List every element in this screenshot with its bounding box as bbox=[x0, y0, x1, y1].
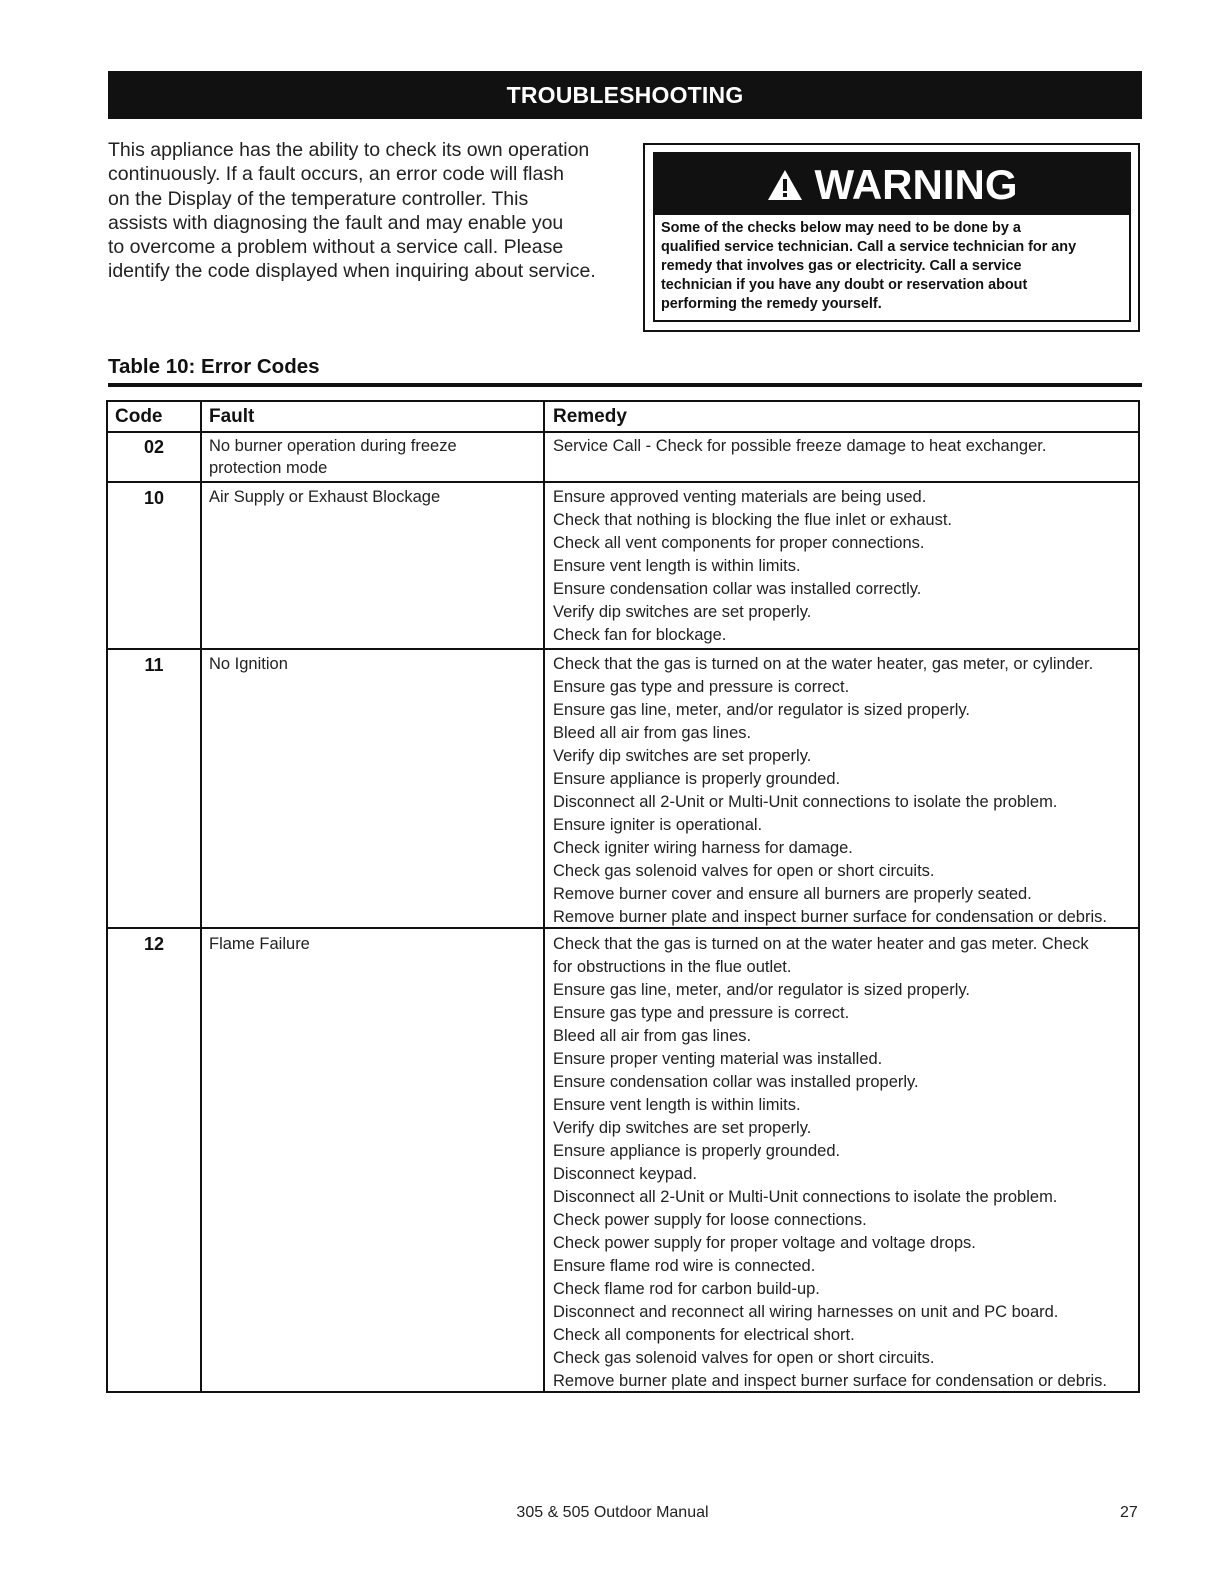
footer-title: 305 & 505 Outdoor Manual bbox=[516, 1504, 709, 1521]
fault-cell bbox=[209, 933, 539, 955]
remedy-line: Ensure vent length is within limits. bbox=[553, 1096, 801, 1114]
intro-line: identify the code displayed when inquiring about service. bbox=[108, 260, 596, 283]
warning-line: remedy that involves gas or electricity. Call a service bbox=[661, 258, 1022, 274]
row-divider bbox=[106, 481, 1140, 483]
code-cell: 02 bbox=[143, 437, 165, 457]
table-title-rule bbox=[108, 383, 1142, 387]
remedy-line: Ensure gas line, meter, and/or regulator is sized properly. bbox=[553, 701, 970, 719]
remedy-line: Disconnect all 2-Unit or Multi-Unit connections to isolate the problem. bbox=[553, 793, 1058, 811]
code-cell: 12 bbox=[143, 934, 165, 954]
table-title: Table 10: Error Codes bbox=[108, 355, 320, 378]
remedy-line: Bleed all air from gas lines. bbox=[553, 1027, 752, 1045]
intro-line: assists with diagnosing the fault and may enable you bbox=[108, 211, 564, 234]
fault-cell bbox=[209, 486, 539, 508]
remedy-line: Check that the gas is turned on at the water heater and gas meter. Check bbox=[553, 935, 1089, 953]
fault-line: No burner operation during freeze bbox=[209, 437, 457, 455]
remedy-line: Verify dip switches are set properly. bbox=[553, 603, 812, 621]
section-title: TROUBLESHOOTING bbox=[506, 81, 744, 108]
remedy-line: for obstructions in the flue outlet. bbox=[553, 958, 792, 976]
remedy-line: Remove burner plate and inspect burner surface for condensation or debris. bbox=[553, 908, 1107, 926]
error-codes-table bbox=[106, 400, 1140, 1393]
remedy-line: Ensure gas type and pressure is correct. bbox=[553, 678, 850, 696]
remedy-line: Check that the gas is turned on at the water heater, gas meter, or cylinder. bbox=[553, 655, 1094, 673]
remedy-line: Check gas solenoid valves for open or short circuits. bbox=[553, 862, 935, 880]
fault-cell bbox=[209, 435, 539, 479]
remedy-cell bbox=[553, 653, 1133, 929]
row-divider bbox=[106, 648, 1140, 650]
remedy-line: Remove burner cover and ensure all burners are properly seated. bbox=[553, 885, 1032, 903]
page-number: 27 bbox=[1120, 1504, 1138, 1521]
intro-line: This appliance has the ability to check its own operation bbox=[108, 139, 590, 161]
remedy-line: Check all components for electrical short. bbox=[553, 1326, 855, 1344]
fault-line: No Ignition bbox=[209, 655, 288, 673]
remedy-cell bbox=[553, 435, 1133, 458]
column-divider bbox=[200, 400, 202, 1393]
remedy-line: Ensure igniter is operational. bbox=[553, 816, 763, 834]
remedy-line: Ensure condensation collar was installed properly. bbox=[553, 1073, 919, 1091]
remedy-line: Ensure gas line, meter, and/or regulator is sized properly. bbox=[553, 981, 970, 999]
remedy-line: Disconnect and reconnect all wiring harnesses on unit and PC board. bbox=[553, 1303, 1059, 1321]
column-divider bbox=[543, 400, 545, 1393]
remedy-cell bbox=[553, 486, 1133, 647]
remedy-line: Check fan for blockage. bbox=[553, 626, 727, 644]
fault-line: Air Supply or Exhaust Blockage bbox=[209, 488, 441, 506]
warning-title: WARNING bbox=[814, 160, 1018, 208]
remedy-line: Disconnect all 2-Unit or Multi-Unit connections to isolate the problem. bbox=[553, 1188, 1058, 1206]
remedy-line: Check power supply for proper voltage and voltage drops. bbox=[553, 1234, 976, 1252]
remedy-line: Ensure condensation collar was installed correctly. bbox=[553, 580, 922, 598]
intro-paragraph bbox=[108, 138, 618, 284]
remedy-line: Disconnect keypad. bbox=[553, 1165, 697, 1183]
remedy-line: Bleed all air from gas lines. bbox=[553, 724, 752, 742]
remedy-line: Ensure appliance is properly grounded. bbox=[553, 1142, 841, 1160]
remedy-line: Verify dip switches are set properly. bbox=[553, 747, 812, 765]
warning-line: Some of the checks below may need to be done by a bbox=[661, 220, 1021, 236]
intro-line: continuously. If a fault occurs, an error code will flash bbox=[108, 163, 564, 186]
remedy-line: Ensure appliance is properly grounded. bbox=[553, 770, 841, 788]
header-fault: Fault bbox=[209, 406, 255, 427]
code-cell: 10 bbox=[143, 488, 165, 508]
remedy-line: Check power supply for loose connections. bbox=[553, 1211, 867, 1229]
remedy-line: Ensure approved venting materials are being used. bbox=[553, 488, 927, 506]
remedy-line: Ensure vent length is within limits. bbox=[553, 557, 801, 575]
intro-line: on the Display of the temperature controller. This bbox=[108, 187, 529, 210]
section-banner bbox=[108, 71, 1142, 119]
remedy-line: Check that nothing is blocking the flue inlet or exhaust. bbox=[553, 511, 952, 529]
warning-line: performing the remedy yourself. bbox=[661, 296, 882, 312]
intro-line: to overcome a problem without a service call. Please bbox=[108, 236, 564, 259]
remedy-line: Check flame rod for carbon build-up. bbox=[553, 1280, 820, 1298]
warning-line: qualified service technician. Call a service technician for any bbox=[661, 239, 1077, 255]
code-cell: 11 bbox=[144, 655, 164, 675]
fault-line: protection mode bbox=[209, 459, 328, 477]
row-divider bbox=[106, 431, 1140, 433]
remedy-line: Ensure proper venting material was installed. bbox=[553, 1050, 883, 1068]
warning-line: technician if you have any doubt or reservation about bbox=[661, 277, 1028, 293]
remedy-line: Remove burner plate and inspect burner surface for condensation or debris. bbox=[553, 1372, 1107, 1390]
remedy-line: Ensure gas type and pressure is correct. bbox=[553, 1004, 850, 1022]
remedy-line: Check all vent components for proper connections. bbox=[553, 534, 925, 552]
header-remedy: Remedy bbox=[553, 406, 627, 427]
warning-triangle-icon bbox=[767, 169, 803, 201]
remedy-line: Check gas solenoid valves for open or short circuits. bbox=[553, 1349, 935, 1367]
fault-cell bbox=[209, 653, 539, 675]
remedy-line: Ensure flame rod wire is connected. bbox=[553, 1257, 816, 1275]
warning-header bbox=[655, 154, 1129, 215]
fault-line: Flame Failure bbox=[209, 935, 310, 953]
remedy-line: Verify dip switches are set properly. bbox=[553, 1119, 812, 1137]
header-code: Code bbox=[115, 406, 163, 427]
remedy-cell bbox=[553, 933, 1133, 1393]
warning-text bbox=[661, 219, 1123, 314]
remedy-line: Check igniter wiring harness for damage. bbox=[553, 839, 853, 857]
remedy-line: Service Call - Check for possible freeze damage to heat exchanger. bbox=[553, 437, 1047, 455]
